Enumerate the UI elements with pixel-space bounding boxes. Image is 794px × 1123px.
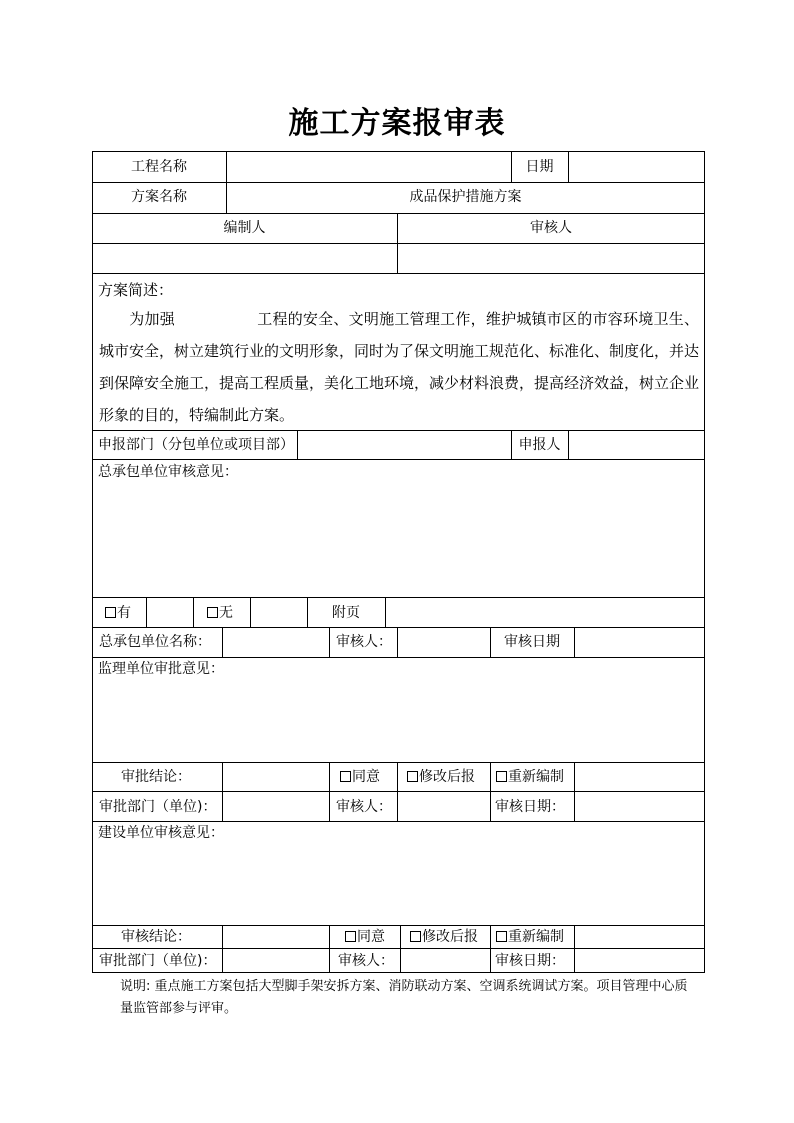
- sup-reviewer-label: 审核人：: [336, 799, 392, 815]
- summary-text: 为加强 工程的安全、文明施工管理工作，维护城镇市区的市容环境卫生、城市安全，树立建筑行业的文明形象，同时为了保文明施工规范化、标准化、制度化，并达到保障安全施工，提高工程质量，美化工地环境，减少材料浪费，提高经济效益，树立企业形象的目的，特编制此方案。: [99, 310, 700, 424]
- project-name-label: 工程名称: [131, 159, 187, 175]
- owner-revise-option[interactable]: 修改后报: [410, 927, 478, 947]
- col-divider: [297, 430, 298, 459]
- col-divider: [568, 430, 569, 459]
- sup-date-label: 审核日期：: [495, 799, 565, 815]
- none-option[interactable]: 无: [207, 603, 233, 623]
- gc-opinion-label: 总承包单位审核意见：: [98, 464, 238, 480]
- row-divider: [92, 925, 705, 926]
- sup-revise-option[interactable]: 修改后报: [407, 767, 475, 787]
- sup-agree-option[interactable]: 同意: [340, 767, 380, 787]
- submitter-label: 申报人: [518, 437, 561, 453]
- compiler-label: 编制人: [223, 220, 266, 236]
- col-divider: [574, 762, 575, 791]
- row-divider: [92, 597, 705, 598]
- checkbox-icon: [496, 931, 507, 942]
- checkbox-icon: [410, 931, 421, 942]
- row-divider: [92, 657, 705, 658]
- owner-date-label: 审核日期：: [495, 953, 565, 969]
- checkbox-icon: [340, 771, 351, 782]
- owner-reviewer-label: 审核人：: [338, 953, 394, 969]
- col-divider: [385, 597, 386, 627]
- sup-dept-label: 审批部门（单位)：: [99, 799, 217, 815]
- col-divider: [397, 627, 398, 657]
- col-divider: [490, 791, 491, 821]
- row-divider: [92, 762, 705, 763]
- owner-opinion-label: 建设单位审核意见：: [98, 825, 224, 841]
- row-divider: [92, 821, 705, 822]
- col-divider: [146, 597, 147, 627]
- col-divider: [329, 762, 330, 821]
- row-divider: [92, 948, 705, 949]
- gc-name-label: 总承包单位名称：: [99, 634, 211, 650]
- col-divider: [250, 597, 251, 627]
- col-divider: [574, 627, 575, 657]
- row-divider: [92, 182, 705, 183]
- col-divider: [400, 948, 401, 973]
- gc-review-date-label: 审核日期: [504, 634, 560, 650]
- row-divider: [92, 627, 705, 628]
- plan-name-label: 方案名称: [131, 189, 187, 205]
- submit-dept-label: 申报部门（分包单位或项目部）: [98, 437, 294, 453]
- reviewer-label: 审核人: [530, 220, 572, 236]
- row-divider: [92, 243, 705, 244]
- sup-recompile-option[interactable]: 重新编制: [496, 767, 564, 787]
- col-divider: [193, 597, 194, 627]
- form-title: 施工方案报审表: [288, 106, 506, 141]
- col-divider: [490, 925, 491, 973]
- supervision-opinion-label: 监理单位审批意见：: [98, 661, 224, 677]
- footnote: 说明: 重点施工方案包括大型脚手架安拆方案、消防联动方案、空调系统调试方案。项目管理中心质量监管部参与评审。: [120, 979, 688, 1016]
- checkbox-icon: [345, 931, 356, 942]
- col-divider: [574, 925, 575, 973]
- col-divider: [222, 925, 223, 973]
- owner-conclusion-label: 审核结论：: [121, 929, 191, 945]
- summary-label: 方案简述：: [98, 281, 174, 299]
- col-divider: [490, 762, 491, 791]
- col-divider: [568, 151, 569, 182]
- plan-name-field[interactable]: 成品保护措施方案: [409, 189, 522, 205]
- owner-agree-option[interactable]: 同意: [345, 927, 385, 947]
- gc-reviewer-label: 审核人：: [336, 634, 392, 650]
- checkbox-icon: [207, 607, 218, 618]
- row-divider: [92, 213, 705, 214]
- col-divider: [397, 762, 398, 791]
- checkbox-icon: [105, 607, 116, 618]
- checkbox-icon: [407, 771, 418, 782]
- col-divider: [329, 627, 330, 657]
- date-label: 日期: [525, 159, 554, 175]
- owner-dept-label: 审批部门（单位)：: [99, 953, 217, 969]
- col-divider: [222, 627, 223, 657]
- form-table: [92, 151, 705, 973]
- col-divider: [222, 762, 223, 821]
- col-divider: [329, 925, 330, 973]
- has-option[interactable]: 有: [105, 603, 131, 623]
- sup-conclusion-label: 审批结论：: [121, 769, 191, 785]
- checkbox-icon: [496, 771, 507, 782]
- row-divider: [92, 273, 705, 274]
- owner-recompile-option[interactable]: 重新编制: [496, 927, 564, 947]
- attachment-label: 附页: [332, 605, 360, 621]
- col-divider: [397, 791, 398, 821]
- row-divider: [92, 791, 705, 792]
- col-divider: [307, 597, 308, 627]
- col-divider: [400, 925, 401, 948]
- row-divider: [92, 459, 705, 460]
- col-divider: [574, 791, 575, 821]
